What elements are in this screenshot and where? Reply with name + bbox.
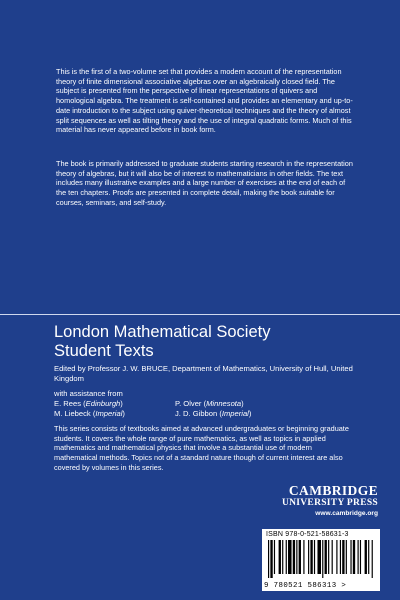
barcode-bar: [288, 540, 292, 574]
series-description: This series consists of textbooks aimed at advanced undergraduates or beginning graduate students. It covers the whole range of pure mathematics, as well as topics in applied mathematics and mathematical physics that involve a substantial use of modern mathematical methods. Topics not of a standard nature though of current interest are also covered by volumes in this series.: [54, 424, 349, 472]
barcode-bar: [293, 540, 295, 574]
barcode-bar: [299, 540, 301, 574]
assistant-entry: M. Liebeck (Imperial): [54, 408, 125, 418]
barcode-bar: [282, 540, 283, 574]
assistant-entry: E. Rees (Edinburgh): [54, 399, 123, 408]
barcode-bar: [325, 540, 327, 574]
assistance-label: with assistance from: [54, 389, 123, 398]
barcode-panel: [262, 529, 380, 591]
assistant-entry: P. Olver (Minnesota): [175, 399, 244, 408]
barcode-bar: [303, 540, 304, 574]
barcode-bar: [336, 540, 337, 574]
barcode-bar: [322, 540, 323, 578]
divider-line: [0, 314, 400, 315]
barcode-bar: [270, 540, 272, 578]
barcode-bar: [342, 540, 344, 574]
barcode-bar: [296, 540, 297, 574]
barcode-bar: [365, 540, 367, 574]
publisher-logo: [282, 484, 378, 518]
barcode-bar: [314, 540, 315, 574]
assistant-name: P. Olver: [175, 399, 202, 408]
assistant-name: E. Rees: [54, 399, 82, 408]
barcode-bar: [286, 540, 287, 574]
barcode-bar: [372, 540, 373, 578]
series-title: [54, 323, 374, 361]
barcode-bar: [274, 540, 275, 574]
assistant-affiliation: Imperial: [221, 408, 249, 418]
barcode-bar: [332, 540, 333, 574]
barcode-bar: [358, 540, 359, 574]
barcode-bar: [353, 540, 355, 574]
barcode-bar: [328, 540, 329, 574]
barcode-digits: 9 780521 586313 >: [264, 582, 347, 590]
publisher-url: www.cambridge.org: [315, 510, 378, 517]
barcode-bar: [340, 540, 341, 574]
assistant-list: [54, 399, 314, 418]
barcode-bar: [346, 540, 347, 574]
assistant-affiliation: Imperial: [95, 408, 123, 418]
publisher-subname: UNIVERSITY PRESS: [281, 498, 378, 508]
barcode-bar: [279, 540, 281, 574]
barcode-icon: [268, 540, 374, 578]
assistant-entry: J. D. Gibbon (Imperial): [175, 408, 252, 418]
assistant-affiliation: Edinburgh: [85, 399, 121, 408]
assistant-name: J. D. Gibbon: [175, 408, 218, 418]
barcode-bar: [360, 540, 361, 574]
assistant-affiliation: Minnesota: [206, 399, 242, 408]
series-title-line-2: Student Texts: [54, 342, 154, 360]
barcode-bar: [368, 540, 369, 574]
barcode-bar: [308, 540, 309, 574]
series-editor: Edited by Professor J. W. BRUCE, Department of Mathematics, University of Hull, United Kingdom: [54, 364, 353, 383]
isbn-label: ISBN 978-0-521-58631-3: [266, 531, 349, 538]
barcode-bar: [350, 540, 351, 574]
barcode-bar: [310, 540, 312, 574]
assistant-name: M. Liebeck: [54, 408, 91, 418]
description-paragraph-2: The book is primarily addressed to graduate students starting research in the representation theory of algebras, but it will also be of interest to mathematicians in other fields. The text includes many illustrative examples and a large number of exercises at the end of each of the ten chapters. Proofs are presented in complete detail, making the book suitable for courses, seminars, and self-study.: [56, 159, 353, 207]
publisher-name: CAMBRIDGE: [288, 483, 378, 498]
barcode-bar: [268, 540, 269, 578]
barcode-bar: [317, 540, 321, 574]
description-paragraph-1: This is the first of a two-volume set that provides a modern account of the representation theory of finite dimensional associative algebras over an algebraically closed field. The subject is presented from the perspective of linear representations of quivers and homological algebra. The treatment is self-contained and provides an elementary and up-to-date introduction to the subject using quiver-theoretical techniques and the theory of almost split sequences as well as tilting theory and the use of integral quadratic forms. Much of this material has never appeared before in book form.: [56, 67, 353, 135]
series-title-line-1: London Mathematical Society: [54, 323, 271, 341]
